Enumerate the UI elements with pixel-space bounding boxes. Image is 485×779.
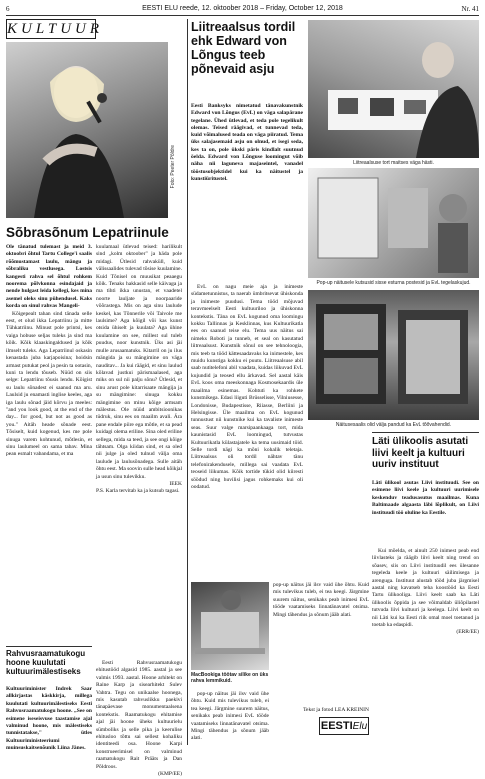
- article-body: Kui mõelda, et ainult 250 inimest peab end liivlasteks ja räägib liivi keelt ning trend on sõasev, siis on Liivi instituudil ees ülesanne tegeleda keele ja kultuuri säilimisega ja arenguga. Instituut alustab tööd juba järgmisel aastal ning kavatseb teha koostööd ka Eesti Tartu ülikooliga. Liivi keelt saab ka Läti ülikoolis õppida ja see võimaldab üliõpilastel tutvuda liivi kultuuri ja keelega. Liivi keelt on nii Läti kui ka Eesti riik omal moel toetanud ja toetab ka edaspidi.: [372, 548, 479, 629]
- news-column-1: [6, 686, 92, 752]
- photo-caption: MacBookiga töötav silike on üks rahva lemmikuid.: [191, 672, 269, 684]
- logo-main: EESTI: [320, 720, 353, 732]
- section-divider: [372, 432, 479, 433]
- article-body: pop-up näitus jäi ilsv vaid ühe õhtu. Kuid mis tulevikus tuleb, ei tea keegi. Järgmine suurem näitus, senikaks peab inimesi EvL tööde vaatamiseks linnatänavatel otsima. Mingi tähendus ja sõnum jääb alati.: [191, 691, 269, 742]
- article-column-3-end: [191, 691, 269, 745]
- exhibit-photo: [308, 290, 479, 420]
- macbook-illustration: [191, 582, 269, 670]
- cake-illustration: [308, 20, 479, 158]
- news-source: (KMP/EE): [158, 771, 182, 778]
- page-number: 6: [6, 5, 10, 13]
- singer-photo: [6, 42, 168, 218]
- article-column-4: [273, 582, 369, 704]
- article-body: EvL on nagu meie aja ja inimeste südametunnistus, ta naerab ümbritsevat ühiskonda ja inimeste puudusi. Tema tööd mõjuvad teravmeelselt Eesti kultuuriloo ja ühiskonna kontekstis. Täna on EvL kogunud oma loomingu kokku Tallinnas ja Kesklinnas, kus Kultuurikatla ees on saanud teise elu. Tema uus näitus sai nimeks Roboti ja tunneb, et seal on kasutatud liitreaalsust. Kunstnik sõnul on see tehnoloogia, mis teeb ta tööd kättesaadavaks ka inimestele, kes muidu kunstiga kokku ei puutu. Liitreaalsuse abil saab nutitelefoni abil vaadata, kuidas liikuvad EvL kujundid ja teosed ellu ärkavad. Sel aastal käis EvL koos oma meeskonnaga Kosmosekaardis üle maailma esinemas. Kohtuti ka rohkete kunstnikega. Edasi liiguti Brüsselisse, Vilniusesse, Londonisse, Budapestisse, Riiasse, Berliini ja Helsingisse. Üle maailma on EvL kogunud tunnustust nii kunstnike kui ka tavaliste inimeste seas. Suur valge marsipaankaaga tort, mida kaunistasid EvL loomingud, tutvustas Kultuurikatla külastajatele ka tema uusimaid töid. Selle tordi nägi ka mõni kohalik teletaja. Liitreaalsus oli tordil nähtav tänu telefonirakendusele, millega sai vaadata EvL teoseid liikumas. Kõik tortide tükid olid kiiresti söödud ning huvilisi jagus rohkemaks kui oli oodatud.: [191, 284, 303, 490]
- news-column-2: [96, 660, 182, 778]
- article-ps: P.S. Karla tervitab ka ja kutsub tagasi.: [96, 488, 180, 495]
- popup-photo: [308, 168, 479, 278]
- article-lead: Eesti Banksyks nimetatud tänavakunstnik Edward von Lõngus (EvL) on väga salapärane tegelane. Ühed ütlevad, et teda pole tegelikult olemas. Teised räägivad, et tunnevad teda, kuid võimalused teada on väga piiratud. Tema üks salajasemaid asju on olnud, et isegi seda, kes ta on, pole ükski päris kindlalt suutnud öelda. Edward von Lõnguse loomingut võib näha nii laguneva majaseintel, vanadel tööstusobjektidel kui ka näitustel ja kunstiüritustel.: [191, 103, 303, 182]
- article-column-1: [6, 244, 92, 640]
- article-headline: Sõbrasõnum Lepatriinule: [6, 225, 169, 240]
- article-column-2: [96, 244, 182, 654]
- photo-caption: Pop-up näitusele kutsusid sisse esturna postesid ja EvL tegelaskujud.: [316, 280, 471, 286]
- section-banner: KULTUUR: [7, 21, 104, 37]
- article-headline: Läti ülikoolis asutati liivi keelt ja kultuuri uuriv instituut: [372, 436, 469, 470]
- news-body: Kultuuriminister Indrek Saar allkirjastas käskkirja, millega kuulutati kultuurimälestiseks Eesti Rahvusraamatukogu hoone. „See on esimene iseseisvuse taastamise ajal valminud hoone, mis mälestiseks tunnistatakse," ütles Kultuuriministeeriumi muinsuskaitsenõunik Liina Jänes.: [6, 686, 92, 752]
- article-end-mark: IEEK: [169, 481, 182, 487]
- photo-credit: Foto: Peeter Põldre: [170, 145, 176, 189]
- eesti-elu-logo: [319, 717, 369, 735]
- news-body: Eesti Rahvusraamatukogu ehitustööd algasid 1985. aastal ja see valmis 1993. aastal. Hoone arhitekt on Raine Karp ja sisearhitekt Sulev Vahtra. Tegu on unikaalse hoonega, mis kasutab rahvuslikku paekivi tänapäevase monumentaalsena kontekstis. Raamatukogu ehitamise ajal jäi hoone üheks kultuurielu sümboliks ja selle pika ja keerulise ehitusloo tõttu sai sellest kohaliku identiteedi osa. Hoone Karpi konstrueerimisel on valminud raamatukogu Rait Prääts ja Dan Põldroos.: [96, 660, 182, 770]
- article-source: (ERR/EE): [456, 629, 479, 636]
- singer-illustration: [6, 42, 168, 218]
- page-header: [6, 4, 479, 16]
- article-body: kuulamaal ütlevad teised: harilikult sind „kolm oktoober" ja häda pole midagi. Ütlesid rahvaküll, kuid välissaalides tulevad tõsise kuulamine. Kuid Tõnisel on muusikat peaaegu kõik. Tenaks hakkasid selle käivaga ja ma tihti ikka unustan, et vaadetel noorte lauljate ja noorpaaride võõrastega. Mis on aga sinu laulude keskel, kas Tõnnerile või Taivole me laulsime? Aga kõigil või kas kunst otsida ühiselt ja kuulata? Aga ühine kuulamine on see, millest sul tuleb puudus, noor kunstnik. Üks asi jäi mulle arusaamatuks. Kitarril on ju ilus mängida ja su mängimine on väga nauditav... Ja kui räägid, et sinu laulud kõlavad justkui pärismaalased, aga miks on sul nii palju sõnu? Ütlesid, et sinu arust pole kitarrisaate mängija ja su mängimine: sinuga kokku mängimine on minu kõige armsam mälestus. Ole nüüd ambitsioonikas tüdruk, sinu ees on maailm avali. Ära pane endale piire ega mõtle, et sa pead kuidagi olema eriline. Sina oled eriline sellega, mida sa teed, ja see ongi kõige tähtsam. Olga kiidan sind, et sa oled nii julge ja oled tulnud välja oma laulude ja laulusõnadega. Sulle aitäh õhtu eest. Ma soovin sulle head kõikjal ja usun sinu tulevikku.: [96, 244, 182, 480]
- article-body: Kõigepealt tahan sind tänada selle eest, et olud ikka Lepatriinu ja mitte Tühkatriinu. Minust pole printsi, kes vaiga hobuse seljas tuleks ja sind ma kõik. Kõik klaaskingaldused ja kõik ilmselt tuleks. Aga Lepatriinul oskasin kenastada juba karjapoisina; hoidsin armast putukat peol ja pesin ta ootasin, kuni ta lendu tõuseb. Nüüd on siis selge: Lepatriinu tõusis lendu. Kõigist su laulu sõnadest ei saanud ma aru. Laulsid ju enamasti inglise keeles, aga iga laulu sõnad jäid kõrvu ja meeles: "and you look good, at the end of the day... for good, but not as good as you." Aitäh heade sõnade eest. Tõsiselt, kuid kogenud, kes me pole sinuga varem kohtunud, mõtlesin, et sinu laulumeel on sama tabav. Mina pean esmalt vabandama, et ma: [6, 310, 92, 458]
- article-column-3: [191, 284, 303, 579]
- column-divider: [187, 19, 188, 745]
- macbook-photo: [191, 582, 269, 670]
- logo-script: Elu: [352, 721, 368, 732]
- photo-caption: Näitusesaalis olid välja pandud ka EvL tõõvahendid.: [335, 422, 452, 428]
- masthead-line: EESTI ELU reede, 12. oktoober 2018 – Friday, October 12, 2018: [142, 5, 343, 12]
- article-headline: Liitreaalsus tordil ehk Edward von Lõngus teeb põnevaid asju: [191, 20, 296, 76]
- article-lead: Läti ülikool asutas Liivi instituudi. See on esimene liivi keele ja kultuuri uurimisele keskenduv teadusasutus maailmas. Kuna Baltimaade algaasta läbi lõplikult, on Liivi instituudi töö oluline ka Eestile.: [372, 480, 479, 516]
- article-body: pop-up näitus jäi ilsv vaid ühe õhtu. Kuid mis tulevikus tuleb, ei tea keegi. Järgmine suurem näitus, senikaks peab inimesi EvL tööde vaatamiseks linnatänavatel otsima. Mingi tähendus ja sõnum jääb alati.: [273, 582, 369, 618]
- news-headline: Rahvusraamatukogu hoone kuulutati kultuurimälestiseks: [6, 646, 92, 676]
- exhibit-illustration: [308, 290, 479, 420]
- article-author: Tekst ja fotod LEA KREININ: [303, 707, 369, 713]
- issue-number: Nr. 41: [461, 5, 479, 13]
- photo-caption: Liitreaalsuse tort maitses väga hästi.: [353, 160, 434, 166]
- cake-photo: [308, 20, 479, 158]
- article-lead: Ole tänatud tulemast ja meid 3. oktoobri õhtul Tartu College'i saalis rõõmustamast laulu, mängu ja sõbraliku vestlusega. Lostsis kangesti rahva sel õhtul rohkem noorema põlvkonna esindajaid ja nende hulgast leida kellegi, kes mina asemel oleks sinu pühendusel. Kaks korda on sinul rahvas Mangeli-: [6, 244, 92, 310]
- article-column-6: [372, 548, 479, 744]
- popup-illustration: [308, 168, 479, 278]
